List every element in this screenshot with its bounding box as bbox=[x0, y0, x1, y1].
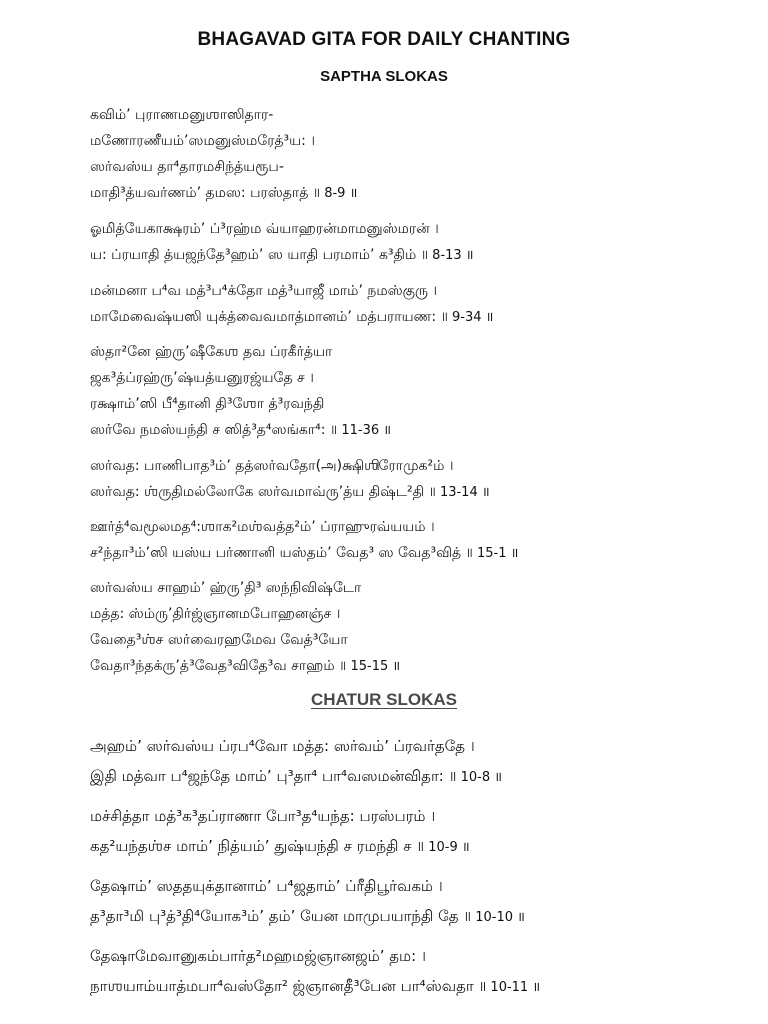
verse-line: வேதை³ஶ்ச ஸர்வைரஹமேவ வேத்³யோ bbox=[90, 632, 348, 648]
chatur-slokas-heading: CHATUR SLOKAS bbox=[310, 690, 458, 709]
verse-line: தேஷாமேவானுகம்பார்த²மஹமஜ்ஞானஜம்’ தம: । bbox=[90, 947, 426, 965]
verse-line: மத்த: ஸ்ம்ரு’திர்ஜ்ஞானமபோஹனஞ்ச । bbox=[90, 606, 341, 622]
verse-11-36 bbox=[90, 339, 748, 443]
verse-line: மச்சித்தா மத்³க³தப்ராணா போ³த⁴யந்த: பரஸ்பரம் । bbox=[90, 807, 436, 825]
verse-line: ச²ந்தா³ம்’ஸி யஸ்ய பர்ணானி யஸ்தம்’ வேத³ ஸ வேத³வித் ॥ bbox=[90, 545, 473, 561]
verse-line: மாதி³த்யவர்ணம்’ தமஸ: பரஸ்தாத் ॥ bbox=[90, 185, 321, 201]
verse-line: த³தா³மி பு³த்³தி⁴யோக³ம்’ தம்’ யேன மாமுபயாந்தி தே ॥ bbox=[90, 907, 472, 925]
verse-line: ஸ்தா²னே ஹ்ரு’ஷீகேஶ தவ ப்ரகீர்த்யா bbox=[90, 344, 333, 360]
saptha-slokas-heading: SAPTHA SLOKAS bbox=[320, 68, 448, 85]
verse-reference: 13-14 ॥ bbox=[439, 485, 490, 500]
verse-13-14 bbox=[90, 453, 748, 505]
verse-line: ஸர்வத: ஶ்ருதிமல்லோகே ஸர்வமாவ்ரு’த்ய திஷ்ட²தி ॥ bbox=[90, 484, 436, 500]
verse-line: தேஷாம்’ ஸததயுக்தானாம்’ ப⁴ஜதாம்’ ப்ரீதிபூர்வகம் । bbox=[90, 877, 443, 895]
verse-reference: 10-10 ॥ bbox=[475, 910, 525, 925]
verse-reference: 15-1 ॥ bbox=[477, 546, 519, 561]
verse-line: நாஶயாம்யாத்மபா⁴வஸ்தோ² ஜ்ஞானதீ³பேன பா⁴ஸ்வதா ॥ bbox=[90, 977, 487, 995]
verse-line: ஸர்வஸ்ய சாஹம்’ ஹ்ரு’தி³ ஸந்நிவிஷ்டோ bbox=[90, 580, 362, 596]
verse-line: அஹம்’ ஸர்வஸ்ய ப்ரப⁴வோ மத்த: ஸர்வம்’ ப்ரவர்ததே । bbox=[90, 737, 475, 755]
verse-10-11 bbox=[90, 941, 748, 1001]
verse-reference: 11-36 ॥ bbox=[341, 423, 392, 438]
verse-15-1 bbox=[90, 514, 748, 566]
document-title: BHAGAVAD GITA FOR DAILY CHANTING bbox=[197, 29, 571, 50]
verse-line: கத²யந்தஶ்ச மாம்’ நித்யம்’ துஷ்யந்தி ச ரமந்தி ச ॥ bbox=[90, 837, 425, 855]
verse-line: ஜக³த்ப்ரஹ்ரு’ஷ்யத்யனுரஜ்யதே ச । bbox=[90, 370, 314, 386]
verse-reference: 10-9 ॥ bbox=[428, 840, 470, 855]
verse-line: ஸர்வத: பாணிபாத³ம்’ தத்ஸர்வதோ(அ)க்ஷிஶிரோமுக²ம் । bbox=[90, 458, 454, 474]
verse-10-10 bbox=[90, 871, 748, 931]
verse-9-34 bbox=[90, 278, 748, 330]
verse-10-8 bbox=[90, 731, 748, 791]
verse-line: ஸர்வே நமஸ்யந்தி ச ஸித்³த⁴ஸங்கா⁴: ॥ bbox=[90, 422, 338, 438]
verse-reference: 8-13 ॥ bbox=[432, 248, 474, 263]
verse-line: இதி மத்வா ப⁴ஜந்தே மாம்’ பு³தா⁴ பா⁴வஸமன்விதா: ॥ bbox=[90, 767, 457, 785]
verse-reference: 10-8 ॥ bbox=[460, 770, 503, 785]
verse-line: ய: ப்ரயாதி த்யஜந்தே³ஹம்’ ஸ யாதி பரமாம்’ க³திம் ॥ bbox=[90, 247, 429, 263]
verse-line: ஸர்வஸ்ய தா⁴தாரமசிந்த்யரூப- bbox=[90, 159, 284, 175]
verse-reference: 10-11 ॥ bbox=[490, 980, 541, 995]
verse-10-9 bbox=[90, 801, 748, 861]
verse-reference: 9-34 ॥ bbox=[452, 310, 494, 325]
verse-line: ஊர்த்⁴வமூலமத⁴:ஶாக²மஶ்வத்த²ம்’ ப்ராஹுரவ்யயம் । bbox=[90, 519, 435, 535]
verse-8-9 bbox=[90, 102, 748, 206]
verse-reference: 15-15 ॥ bbox=[350, 659, 401, 674]
verse-line: ஓமித்யேகாக்ஷரம்’ ப்³ரஹ்ம வ்யாஹரன்மாமனுஸ்மரன் । bbox=[90, 221, 439, 237]
verse-8-13 bbox=[90, 216, 748, 268]
verse-15-15 bbox=[90, 575, 748, 679]
verse-reference: 8-9 ॥ bbox=[324, 186, 358, 201]
verse-line: மாமேவைஷ்யஸி யுக்த்வைவமாத்மானம்’ மத்பராயண: ॥ bbox=[90, 309, 448, 325]
verse-line: மன்மனா ப⁴வ மத்³ப⁴க்தோ மத்³யாஜீ மாம்’ நமஸ்குரு । bbox=[90, 283, 438, 299]
verse-line: ரக்ஷாம்’ஸி பீ⁴தானி தி³ஶோ த்³ரவந்தி bbox=[90, 396, 325, 412]
verse-line: வேதா³ந்தக்ரு’த்³வேத³விதே³வ சாஹம் ॥ bbox=[90, 658, 347, 674]
verse-line: மணோரணீயம்’ஸமனுஸ்மரேத்³ய: । bbox=[90, 133, 315, 149]
verse-line: கவிம்’ புராணமனுஶாஸிதார- bbox=[90, 107, 274, 123]
